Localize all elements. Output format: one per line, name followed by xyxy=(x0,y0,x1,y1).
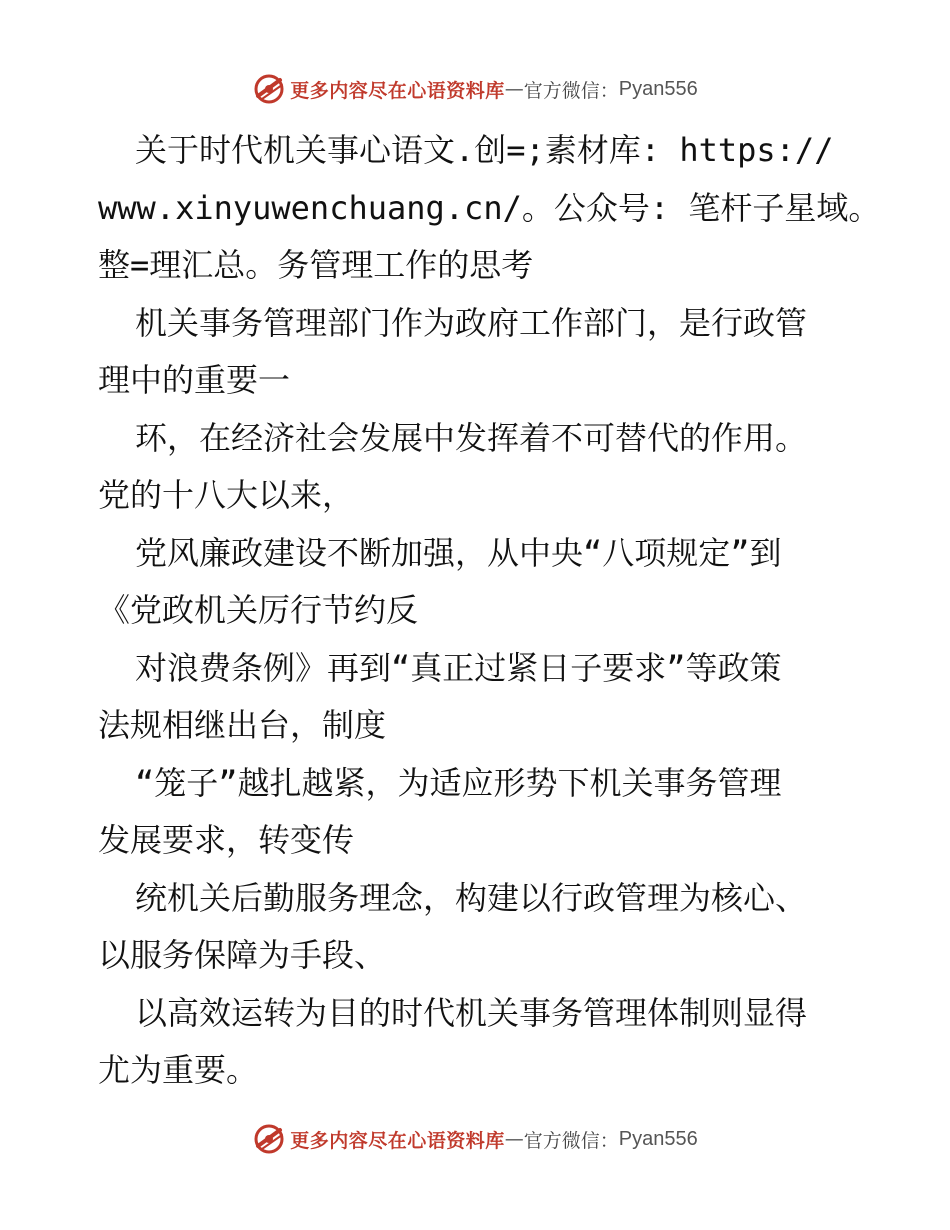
footer-banner xyxy=(0,1122,950,1156)
banner-wechat-label: 官方微信： xyxy=(523,1129,619,1152)
banner-wechat-label: 官方微信： xyxy=(523,79,619,102)
text-line: 发展要求，转变传 xyxy=(98,821,355,859)
text-line: 以高效运转为目的时代机关事务管理体制则显得 xyxy=(135,993,808,1032)
text-line: 党风廉政建设不断加强，从中央“八项规定”到 xyxy=(135,533,782,572)
banner-dash: — xyxy=(504,1128,524,1150)
banner-dash: — xyxy=(504,78,524,100)
text-line: 整=理汇总。务管理工作的思考 xyxy=(98,246,534,284)
banner-wechat-account: Pyan556 xyxy=(618,1127,698,1150)
text-line: 对浪费条例》再到“真正过紧日子要求”等政策 xyxy=(135,648,782,687)
text-line: 理中的重要一 xyxy=(98,361,291,399)
banner-wechat-account: Pyan556 xyxy=(618,77,698,100)
text-line: www.xinyuwenchuang.cn/。公众号: 笔杆子星域。 xyxy=(98,188,881,227)
brand-logo-icon xyxy=(252,72,286,106)
text-line: 党的十八大以来， xyxy=(98,476,355,514)
text-line: 尤为重要。 xyxy=(98,1051,259,1089)
text-line: 机关事务管理部门作为政府工作部门，是行政管 xyxy=(135,303,808,342)
text-line: 法规相继出台，制度 xyxy=(98,706,387,744)
text-line: 《党政机关厉行节约反 xyxy=(98,591,419,629)
text-line: 统机关后勤服务理念，构建以行政管理为核心、 xyxy=(135,878,808,917)
text-line: 以服务保障为手段、 xyxy=(98,936,387,974)
document-body xyxy=(98,122,881,1100)
banner-slogan: 更多内容尽在心语资料库 xyxy=(290,1129,505,1152)
header-banner xyxy=(0,72,950,106)
text-line: 关于时代机关事心语文.创=;素材库: https:// xyxy=(135,131,834,169)
text-line: 环，在经济社会发展中发挥着不可替代的作用。 xyxy=(135,418,808,457)
brand-logo-icon xyxy=(252,1122,286,1156)
banner-slogan: 更多内容尽在心语资料库 xyxy=(290,79,505,102)
text-line: “笼子”越扎越紧，为适应形势下机关事务管理 xyxy=(135,763,782,802)
